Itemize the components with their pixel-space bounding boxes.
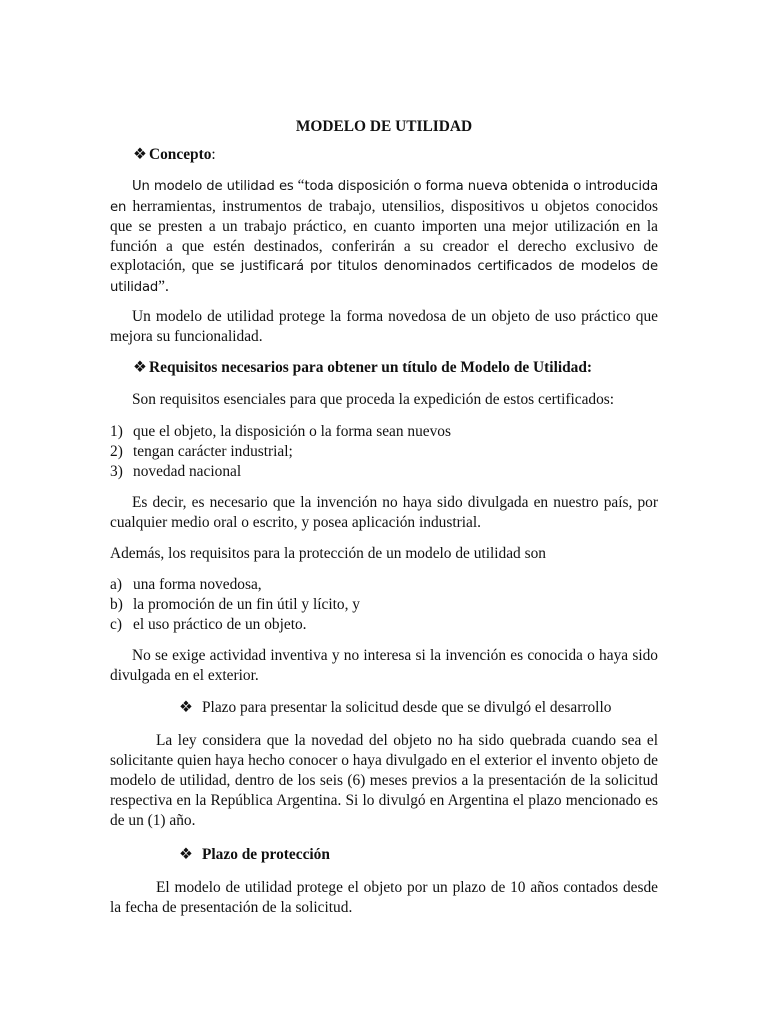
- list-item-text: novedad nacional: [133, 462, 242, 480]
- concepto-text-body: herramientas, instrumentos de trabajo, utensilios, dispositivos u objetos conocidos que se presten a un trabajo práctico, en cuanto importen una mejor utilización en la función a que estén destinados, conferirán a su creador el derecho exclusivo de explotación, que: [110, 197, 658, 275]
- section-heading-plazo-proteccion: [110, 845, 658, 865]
- list-item: [110, 462, 658, 482]
- list-marker: 2): [110, 442, 123, 460]
- diamond-bullet-icon: ❖: [133, 146, 147, 163]
- concepto-paragraph: [110, 176, 658, 298]
- list-item: [110, 575, 658, 595]
- list-item: [110, 442, 658, 462]
- concepto-quote-open: “: [293, 177, 305, 194]
- es-decir-paragraph: Es decir, es necesario que la invención no haya sido divulgada en nuestro país, por cualquier medio oral o escrito, y posea aplicación industrial.: [110, 493, 658, 531]
- list-item-text: que el objeto, la disposición o la forma sean nuevos: [133, 422, 451, 440]
- list-item-text: la promoción de un fin útil y lícito, y: [133, 595, 360, 613]
- section-heading-colon: :: [211, 146, 216, 163]
- section-heading-requisitos: [110, 358, 658, 378]
- section-heading-plazo-solicitud: [110, 698, 658, 718]
- concepto-text-a: Un modelo de utilidad es: [132, 179, 294, 194]
- section-heading-requisitos-text: Requisitos necesarios para obtener un título de Modelo de Utilidad:: [149, 358, 593, 376]
- section-heading-concepto-text: Concepto: [149, 146, 212, 163]
- document-title: MODELO DE UTILIDAD: [295, 118, 473, 135]
- section-heading-plazo-proteccion-text: Plazo de protección: [202, 845, 330, 863]
- section-heading-plazo-solicitud-text: Plazo para presentar la solicitud desde que se divulgó el desarrollo: [202, 698, 612, 716]
- requisitos-intro: Son requisitos esenciales para que proceda la expedición de estos certificados:: [132, 390, 615, 408]
- list-marker: 1): [110, 422, 123, 440]
- list-marker: c): [110, 615, 122, 633]
- list-marker: b): [110, 595, 123, 613]
- ademas-paragraph: Además, los requisitos para la protección de un modelo de utilidad son: [110, 544, 546, 562]
- list-item: [110, 422, 658, 442]
- concepto-paragraph-2: Un modelo de utilidad protege la forma novedosa de un objeto de uso práctico que mejora su funcionalidad.: [110, 307, 658, 345]
- diamond-bullet-icon: ❖: [179, 698, 193, 716]
- list-item: [110, 615, 658, 635]
- list-marker: a): [110, 575, 122, 593]
- section-heading-concepto: [110, 145, 658, 165]
- list-item-text: tengan carácter industrial;: [133, 442, 293, 460]
- diamond-bullet-icon: ❖: [133, 358, 147, 376]
- requisitos-numbered-list: [110, 422, 658, 482]
- list-item: [110, 595, 658, 615]
- list-marker: 3): [110, 462, 123, 480]
- diamond-bullet-icon: ❖: [179, 845, 193, 863]
- no-exige-paragraph: No se exige actividad inventiva y no interesa si la invención es conocida o haya sido divulgada en el exterior.: [110, 646, 658, 684]
- requisitos-letter-list: [110, 575, 658, 635]
- list-item-text: una forma novedosa,: [133, 575, 262, 593]
- plazo-solicitud-paragraph: La ley considera que la novedad del objeto no ha sido quebrada cuando sea el solicitante quien haya hecho conocer o haya divulgado en el exterior el invento objeto de modelo de utilidad, dentro de los seis (6) meses previos a la presentación de la solicitud respectiva en la República Argentina. Si lo divulgó en Argentina el plazo mencionado es de un (1) año.: [110, 731, 658, 829]
- concepto-text-b: toda disposición o forma nueva obtenida o introducida en: [110, 179, 659, 215]
- concepto-quote-close: ”.: [158, 277, 169, 295]
- plazo-proteccion-paragraph: El modelo de utilidad protege el objeto por un plazo de 10 años contados desde la fecha de presentación de la solicitud.: [110, 878, 658, 916]
- list-item-text: el uso práctico de un objeto.: [133, 615, 307, 633]
- document-body: [110, 117, 658, 918]
- concepto-text-c: se justificará por titulos denominados certificados de modelos de utilidad: [110, 259, 658, 295]
